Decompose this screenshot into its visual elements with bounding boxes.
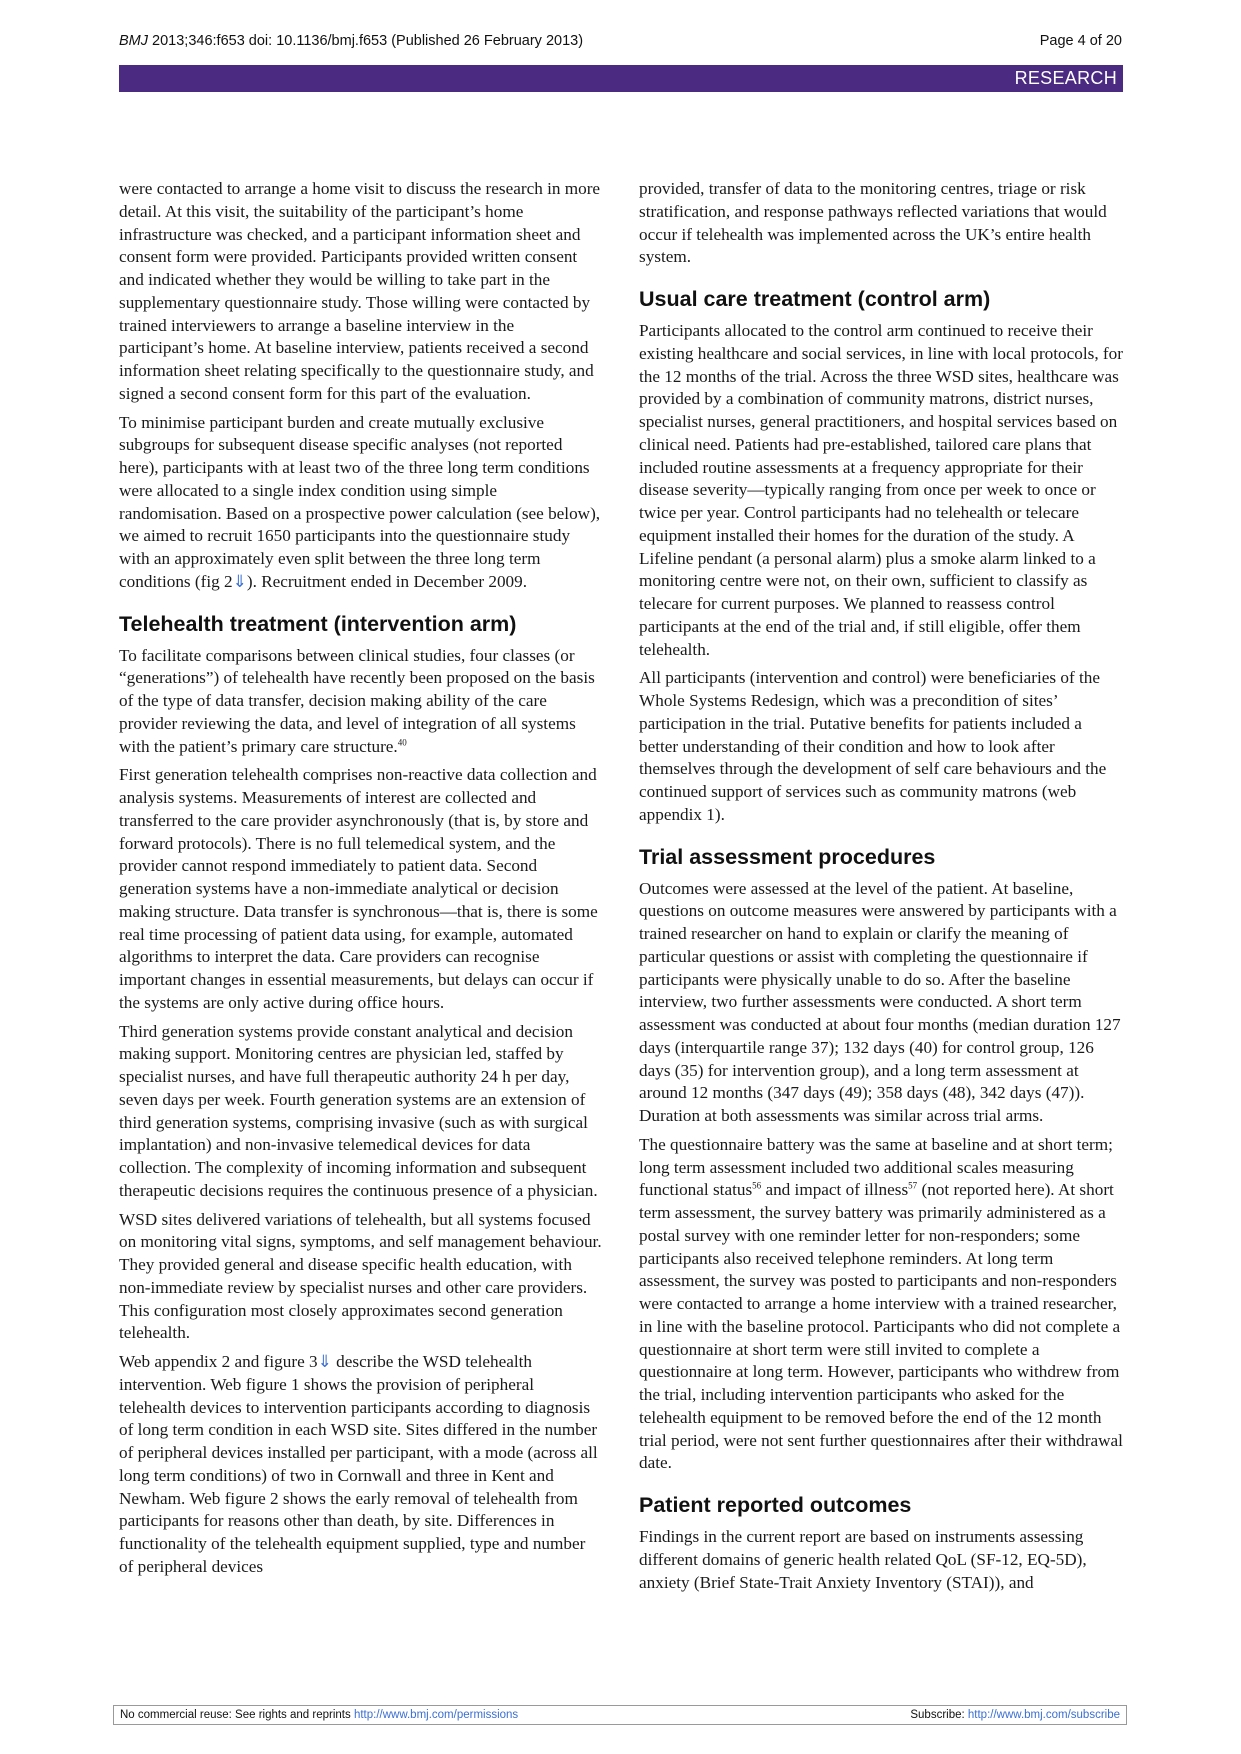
- reference-57[interactable]: 57: [908, 1180, 918, 1191]
- citation-header: [119, 33, 583, 49]
- paragraph-text: Web appendix 2 and figure 3: [119, 1352, 318, 1371]
- section-band: [119, 65, 1123, 92]
- journal-name: BMJ: [119, 33, 148, 49]
- reference-40[interactable]: 40: [397, 736, 407, 747]
- paragraph: Findings in the current report are based on instruments assessing different domains of generic health related QoL (SF-12, EQ-5D), anxiety (Brief State-Trait Anxiety Inventory (STAI)), and: [639, 1527, 1087, 1592]
- left-column: [119, 178, 603, 1585]
- paragraph-text: The questionnaire battery was the same at baseline and at short term; long term assessment included two additional scales measuring functional status: [639, 1134, 1113, 1200]
- paragraph-text: and impact of illness: [761, 1180, 909, 1200]
- paragraph: All participants (intervention and control) were beneficiaries of the Whole Systems Redesign, which was a precondition of sites’ participation in the trial. Putative benefits for patients included a better understanding of their condition and how to look after themselves through the development of self care behaviours and the continued support of services such as community matrons (web appendix 1).: [639, 668, 1107, 824]
- figure-2-link[interactable]: ⇓: [232, 571, 247, 591]
- footer-subscribe: [910, 1709, 1120, 1721]
- paragraph-text: To facilitate comparisons between clinical studies, four classes (or “generations”) of telehealth have recently been proposed on the basis of the type of data transfer, decision making ability of the care provider reviewing the data, and level of integration of all systems with the patient’s primary care structure.: [119, 645, 595, 756]
- paragraph: Outcomes were assessed at the level of the patient. At baseline, questions on outcome measures were answered by participants with a trained researcher on hand to explain or clarify the meaning of particular questions or assist with completing the questionnaire if participants were physically unable to do so. After the baseline interview, two further assessments were conducted. A short term assessment was conducted at about four months (median duration 127 days (interquartile range 37); 132 days (40) for control group, 126 days (35) for intervention group), and a long term assessment at around 12 months (347 days (49); 358 days (48), 342 days (47)). Duration at both assessments was similar across trial arms.: [639, 878, 1121, 1125]
- section-heading: Telehealth treatment (intervention arm): [119, 611, 517, 636]
- page-number: Page 4 of 20: [1039, 33, 1122, 49]
- paragraph: [119, 412, 603, 594]
- section-heading: Patient reported outcomes: [639, 1493, 912, 1517]
- paragraph-text: (not reported here). At short term assessment, the survey battery was primarily administered as a postal survey with one reminder letter for non-responders; some participants also received telephone reminders. At long term assessment, the survey was posted to participants and non-responders were contacted to arrange a home interview with a trained researcher, in line with the baseline protocol. Participants who did not complete a questionnaire at short term were still invited to complete a questionnaire at long term. However, participants who withdrew from the trial, including intervention participants who asked for the telehealth equipment to be removed before the end of the 12 month trial period, were not sent further questionnaires after their withdrawal date.: [639, 1180, 1123, 1473]
- paragraph: WSD sites delivered variations of telehealth, but all systems focused on monitoring vital signs, symptoms, and self management behaviour. They provided general and disease specific health education, with non-immediate review by specialist nurses and other care providers. This configuration most closely approximates second generation telehealth.: [119, 1209, 602, 1343]
- paragraph-text: describe the WSD telehealth intervention. Web figure 1 shows the provision of peripheral telehealth devices to intervention participants according to diagnosis of long term condition in each WSD site. Sites differed in the number of peripheral devices installed per participant, with a mode (across all long term conditions) of two in Cornwall and three in Kent and Newham. Web figure 2 shows the early removal of telehealth from participants for reasons other than death, by site. Differences in functionality of the telehealth equipment supplied, type and number of peripheral devices: [119, 1352, 598, 1576]
- footer-subscribe-text: Subscribe:: [910, 1709, 968, 1721]
- reference-56[interactable]: 56: [752, 1180, 762, 1191]
- footer-rights: [120, 1709, 518, 1721]
- section-heading: Usual care treatment (control arm): [639, 287, 991, 311]
- paragraph: provided, transfer of data to the monitoring centres, triage or risk stratification, and response pathways reflected variations that would occur if telehealth was implemented across the UK’s entire health system.: [639, 179, 1107, 267]
- paragraph: First generation telehealth comprises non-reactive data collection and analysis systems. Measurements of interest are collected and transferred to the care provider asynchronously (that is, by store and forward protocols). There is no full telemedical system, and the provider cannot respond immediately to patient data. Second generation systems have a non-immediate analytical or decision making structure. Data transfer is synchronous—that is, there is some real time processing of patient data using, for example, automated algorithms to interpret the data. Care providers can recognise important changes in essential measurements, but delays can occur if the systems are only active during office hours.: [119, 765, 598, 1012]
- paragraph: [119, 645, 603, 759]
- paragraph: Third generation systems provide constant analytical and decision making support. Monitoring centres are physician led, staffed by specialist nurses, and have full therapeutic authority 24 h per day, seven days per week. Fourth generation systems are an extension of third generation systems, comprising invasive (such as with surgical implantation) and non-invasive telemedical devices for data collection. The complexity of incoming information and subsequent therapeutic decisions requires the continuous presence of a physician.: [119, 1021, 598, 1200]
- paragraph: [639, 1134, 1123, 1475]
- paragraph: [119, 1351, 603, 1579]
- paragraph-text: ). Recruitment ended in December 2009.: [246, 571, 528, 591]
- paragraph: Participants allocated to the control arm continued to receive their existing healthcare and social services, in line with local protocols, for the 12 months of the trial. Across the three WSD sites, healthcare was provided by a combination of community matrons, district nurses, specialist nurses, general practitioners, and hospital services based on clinical need. Patients had pre-established, tailored care plans that included routine assessments at a frequency appropriate for their disease severity—typically ranging from once per week to once or twice per year. Control participants had no telehealth or telecare equipment installed their homes for the duration of the study. A Lifeline pendant (a personal alarm) plus a smoke alarm linked to a monitoring centre were not, on their own, sufficient to classify as telecare for current purposes. We planned to reassess control participants at the end of the trial and, if still eligible, offer them telehealth.: [639, 321, 1123, 659]
- figure-3-link[interactable]: ⇓: [317, 1352, 332, 1371]
- section-heading: Trial assessment procedures: [639, 844, 936, 869]
- paragraph-text: To minimise participant burden and create mutually exclusive subgroups for subsequent disease specific analyses (not reported here), participants with at least two of the three long term conditions were allocated to a single index condition using simple randomisation. Based on a prospective power calculation (see below), we aimed to recruit 1650 participants into the questionnaire study with an approximately even split between the three long term conditions (fig 2: [119, 412, 601, 591]
- section-label: RESEARCH: [1014, 68, 1117, 88]
- footer-rights-text: No commercial reuse: See rights and reprints: [120, 1709, 354, 1721]
- citation-text: 2013;346:f653 doi: 10.1136/bmj.f653 (Published 26 February 2013): [148, 33, 584, 49]
- right-column: [639, 178, 1123, 1600]
- permissions-link[interactable]: http://www.bmj.com/permissions: [353, 1709, 519, 1721]
- page-footer: [113, 1705, 1127, 1725]
- subscribe-link[interactable]: http://www.bmj.com/subscribe: [967, 1709, 1120, 1721]
- paragraph: were contacted to arrange a home visit to discuss the research in more detail. At this visit, the suitability of the participant’s home infrastructure was checked, and a participant information sheet and consent form were provided. Participants provided written consent and indicated whether they would be willing to take part in the supplementary questionnaire study. Those willing were contacted by trained interviewers to arrange a baseline interview in the participant’s home. At baseline interview, patients received a second information sheet relating specifically to the questionnaire study, and signed a second consent form for this part of the evaluation.: [119, 179, 601, 403]
